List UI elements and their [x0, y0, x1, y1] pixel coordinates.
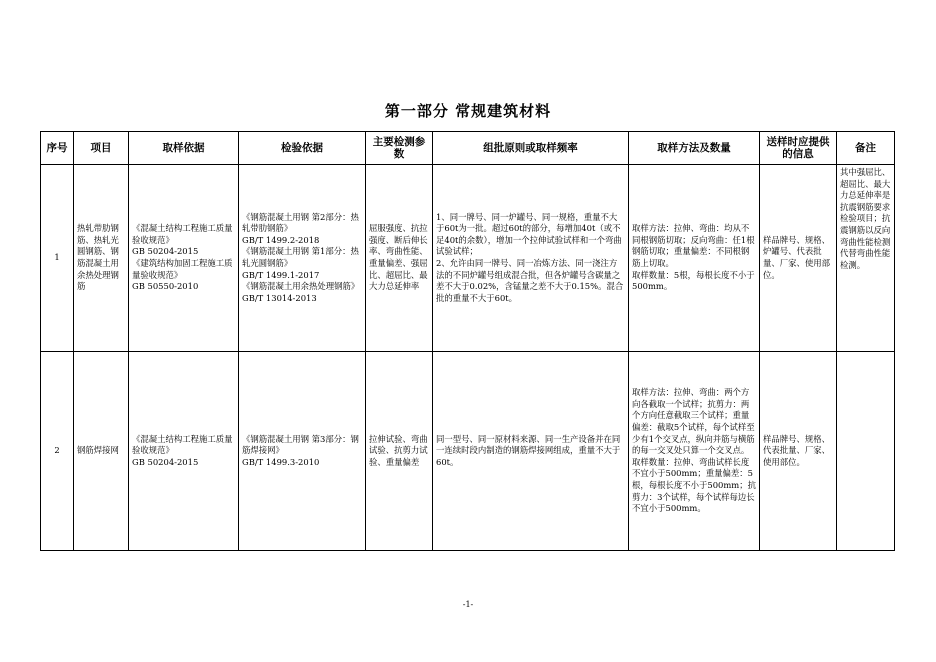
- info-cell: 样品牌号、规格、炉罐号、代表批量、厂家、使用部位。: [760, 165, 837, 352]
- remark-cell: [837, 352, 895, 551]
- table-header-row: [41, 132, 895, 165]
- method-line: 取样数量：5根，每根长度不小于500mm。: [632, 269, 755, 292]
- item-cell: 热轧带肋钢筋、热轧光圆钢筋、钢筋混凝土用余热处理钢筋: [74, 165, 129, 352]
- page-number: -1-: [462, 600, 474, 609]
- header-cell: 检验依据: [239, 132, 366, 165]
- method-line: 取样方法：拉伸、弯曲：均从不同根钢筋切取；反向弯曲：任1根钢筋切取；重量偏差：不同根钢筋上切取。: [632, 223, 755, 268]
- batch-rule-cell: [433, 352, 629, 551]
- batch-rule-line: 1、同一牌号、同一炉罐号、同一规格，重量不大于60t为一批。超过60t的部分，每增加40t（或不足40t的余数），增加一个拉伸试验试样和一个弯曲试验试样；: [436, 211, 622, 257]
- info-cell: 样品牌号、规格、代表批量、厂家、使用部位。: [760, 352, 837, 551]
- batch-rule-cell: [433, 165, 629, 352]
- row-number: 2: [41, 352, 74, 551]
- sampling-basis-cell: [129, 352, 239, 551]
- page-title: 第一部分 常规建筑材料: [384, 102, 552, 120]
- test-basis-line: 《钢筋混凝土用钢 第3部分：钢筋焊接网》: [242, 433, 359, 456]
- method-cell: [629, 352, 760, 551]
- method-line: 取样数量：拉伸、弯曲试样长度不宜小于500mm；重量偏差：5根，每根长度不小于500mm；抗剪力：3个试样，每个试样每边长不宜小于500mm。: [632, 456, 756, 514]
- header-cell: 取样依据: [129, 132, 239, 165]
- header-cell: 备注: [837, 132, 895, 165]
- parameters-cell: 屈服强度、抗拉强度、断后伸长率、弯曲性能、重量偏差、强屈比、超屈比、最大力总延伸率: [366, 165, 433, 352]
- test-basis-line: 《钢筋混凝土用钢 第1部分：热轧光圆钢筋》: [242, 246, 359, 268]
- table-row: [41, 352, 895, 551]
- method-cell: [629, 165, 760, 352]
- test-basis-line: GB/T 1499.3-2010: [242, 456, 320, 467]
- sampling-basis-line: GB 50204-2015: [132, 246, 199, 257]
- remark-cell: 其中强屈比、超屈比、最大力总延伸率是抗震钢筋要求检验项目；抗震钢筋以反向弯曲性能检测代替弯曲性能检测。: [837, 165, 895, 352]
- sampling-basis-line: GB 50204-2015: [132, 456, 199, 467]
- test-basis-line: 《钢筋混凝土用余热处理钢筋》GB/T 13014-2013: [242, 281, 360, 303]
- header-cell: 组批原则或取样频率: [433, 132, 629, 165]
- table-row: [41, 165, 895, 352]
- header-cell: 项目: [74, 132, 129, 165]
- item-cell: 钢筋焊接网: [74, 352, 129, 551]
- row-number: 1: [41, 165, 74, 352]
- test-basis-cell: [239, 352, 366, 551]
- method-line: 取样方法：拉伸、弯曲：两个方向各截取一个试样；抗剪力：两个方向任意截取三个试样；重量偏差：截取5个试样，每个试样至少有1个交叉点，纵向并筋与横筋的每一交叉处只算一个交叉点。: [632, 387, 755, 456]
- batch-rule-line: 同一型号、同一原材料来源、同一生产设备并在同一连续时段内制造的钢筋焊接网组成，重量不大于60t。: [436, 433, 621, 467]
- header-cell: 取样方法及数量: [629, 132, 760, 165]
- materials-table: [40, 131, 895, 551]
- sampling-basis-cell: [129, 165, 239, 352]
- sampling-basis-line: 《混凝土结构工程施工质量验收规范》: [132, 433, 233, 456]
- test-basis-line: 《钢筋混凝土用钢 第2部分：热轧带肋钢筋》: [242, 211, 359, 234]
- parameters-cell: 拉伸试验、弯曲试验、抗剪力试验、重量偏差: [366, 352, 433, 551]
- sampling-basis-line: 《混凝土结构工程施工质量验收规范》: [132, 223, 233, 245]
- test-basis-cell: [239, 165, 366, 352]
- test-basis-line: GB/T 1499.2-2018: [242, 234, 320, 245]
- batch-rule-line: 2、允许由同一牌号、同一冶炼方法、同一浇注方法的不同炉罐号组成混合批，但各炉罐号含碳量之差不大于0.02%，含锰量之差不大于0.15%。混合批的重量不大于60t。: [436, 258, 624, 303]
- test-basis-line: GB/T 1499.1-2017: [242, 269, 320, 280]
- header-cell: 序号: [41, 132, 74, 165]
- sampling-basis-line: 《建筑结构加固工程施工质量验收规范》: [132, 258, 233, 280]
- header-cell: 主要检测参数: [366, 132, 433, 165]
- header-cell: 送样时应提供的信息: [760, 132, 837, 165]
- sampling-basis-line: GB 50550-2010: [132, 281, 199, 292]
